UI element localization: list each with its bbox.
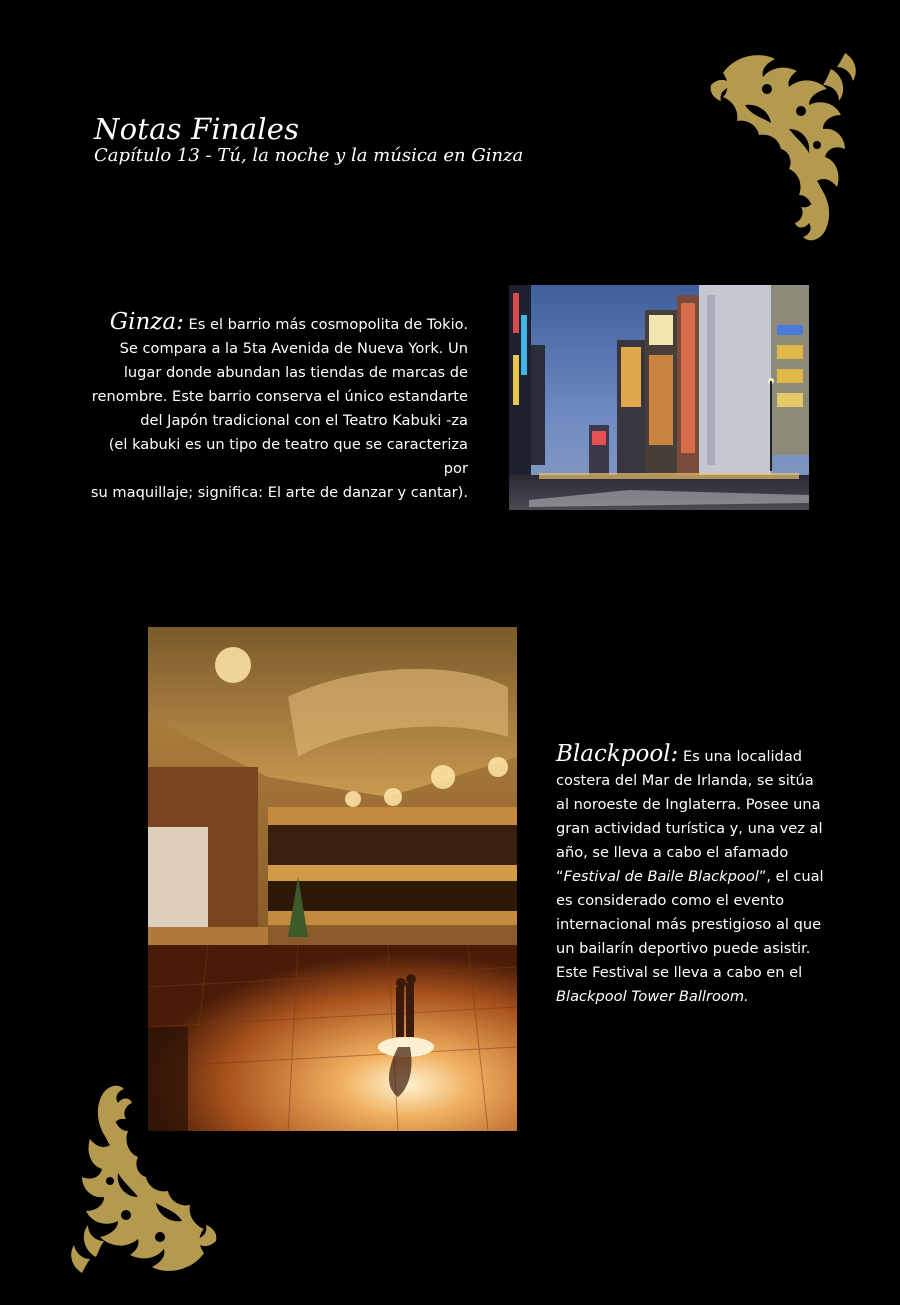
blackpool-line: al noroeste de Inglaterra. Posee una — [556, 796, 821, 813]
page-subtitle: Capítulo 13 - Tú, la noche y la música en Ginza — [94, 145, 524, 166]
ginza-line: del Japón tradicional con el Teatro Kabuki -za — [140, 412, 468, 429]
ginza-line: lugar donde abundan las tiendas de marcas de — [123, 364, 468, 381]
ginza-line: (el kabuki es un tipo de teatro que se caracteriza por — [108, 436, 468, 477]
blackpool-line: es considerado como el evento — [556, 892, 784, 909]
festival-open-quote: “ — [556, 868, 564, 885]
blackpool-line: Es una localidad — [682, 748, 803, 765]
blackpool-term: Blackpool: — [556, 741, 679, 767]
ginza-term: Ginza: — [109, 309, 184, 335]
blackpool-line: un bailarín deportivo puede asistir. — [556, 940, 811, 957]
blackpool-line: costera del Mar de Irlanda, se sitúa — [556, 772, 814, 789]
blackpool-line: gran actividad turística y, una vez al — [556, 820, 823, 837]
floral-ornament-icon — [705, 45, 865, 250]
blackpool-line: internacional más prestigioso al que — [556, 916, 822, 933]
festival-name: Festival de Baile Blackpool — [563, 868, 759, 885]
ginza-line: Se compara a la 5ta Avenida de Nueva York. Un — [119, 340, 468, 357]
blackpool-line: Este Festival se lleva a cabo en el — [556, 964, 803, 981]
ginza-line: su maquillaje; significa: El arte de danzar y cantar). — [90, 484, 468, 501]
festival-close-quote: ”, — [758, 868, 772, 885]
blackpool-note — [556, 742, 826, 1009]
floral-ornament-icon — [62, 1075, 222, 1280]
blackpool-line: año, se lleva a cabo el afamado — [556, 844, 789, 861]
blackpool-ballroom-photo — [148, 627, 517, 1131]
ginza-line: Es el barrio más cosmopolita de Tokio. — [188, 316, 468, 333]
page-title: Notas Finales — [94, 112, 300, 146]
ginza-line: renombre. Este barrio conserva el único estandarte — [91, 388, 468, 405]
ginza-street-photo — [509, 285, 809, 510]
venue-name: Blackpool Tower Ballroom. — [556, 988, 749, 1005]
ginza-note — [80, 310, 468, 505]
blackpool-line: el cual — [775, 868, 824, 885]
